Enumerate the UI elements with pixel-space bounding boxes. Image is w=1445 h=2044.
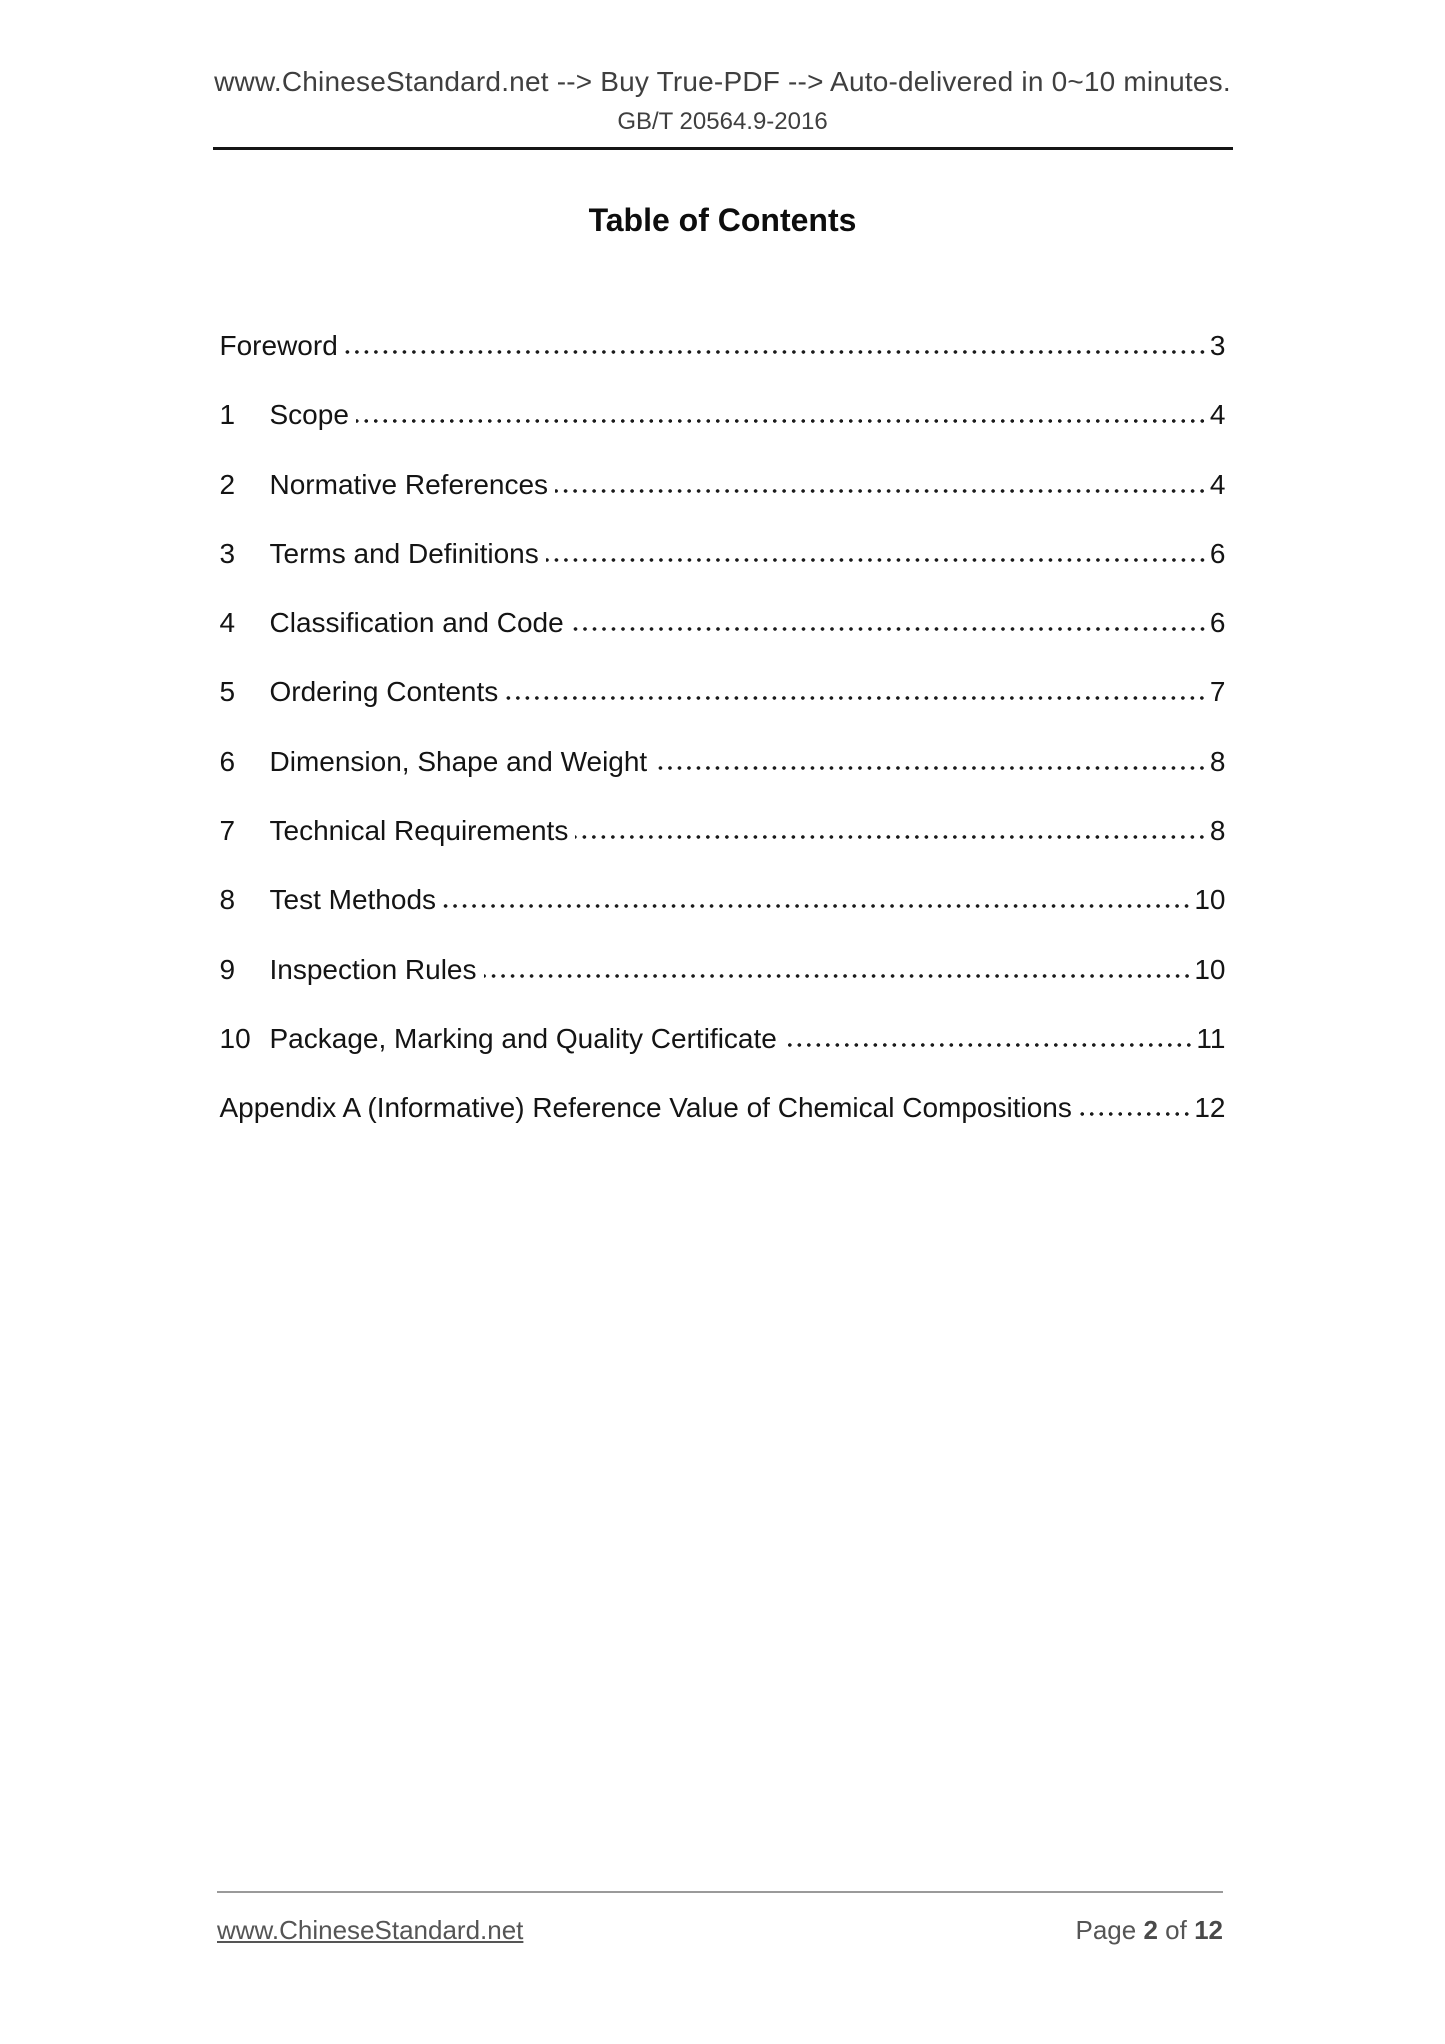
toc-entry-number: 3 [219,537,236,569]
toc-entry-label: Test Methods [269,884,437,916]
toc-entry [220,657,1226,726]
toc-entry-page: 11 [1196,1022,1226,1054]
toc-entry-label: Appendix A (Informative) Reference Value of Chemical Compositions [219,1092,1072,1124]
page-footer [217,1891,1223,1946]
toc-entry [220,727,1226,796]
header-marketing-text: www.ChineseStandard.net --> Buy True-PDF --> Auto-delivered in 0~10 minutes. [214,66,1231,97]
toc-entry-number: 10 [219,1022,251,1054]
toc-dot-leader [345,349,1207,355]
page-title: Table of Contents [588,202,857,238]
standard-number: GB/T 20564.9-2016 [617,108,828,135]
toc-entry-page: 10 [1194,953,1226,985]
toc-dot-leader [654,765,1207,771]
toc-entry [220,450,1226,519]
toc-entry [220,935,1226,1004]
toc-entry-page: 3 [1209,330,1226,361]
page-indicator [1075,1915,1223,1946]
toc-entry-number: 9 [219,953,236,985]
toc-entry-number: 7 [219,815,236,847]
toc-dot-leader [443,903,1191,909]
toc-entry-number: 1 [219,399,236,431]
toc-entry [220,865,1226,934]
toc-dot-leader [484,973,1192,979]
toc-dot-leader [784,1042,1194,1048]
toc-entry [220,311,1226,380]
page-header [0,0,1445,150]
page-indicator-of: of [1165,1915,1187,1945]
toc-entry-number: 8 [219,884,236,916]
toc-entry-page: 6 [1209,537,1226,569]
page-indicator-total: 12 [1194,1915,1223,1945]
toc-dot-leader [1079,1111,1191,1117]
toc-entry-number: 2 [219,468,236,500]
toc-entry-page: 10 [1194,884,1226,916]
toc-dot-leader [546,557,1207,563]
toc-dot-leader [575,834,1207,840]
toc-entry [220,796,1226,865]
toc-entry [220,519,1226,588]
page-indicator-prefix: Page [1075,1915,1137,1945]
toc-dot-leader [555,488,1207,494]
toc-entry-number: 5 [219,676,236,708]
table-of-contents [220,311,1226,1143]
header-rule [213,147,1233,150]
toc-entry [220,1004,1226,1073]
page-indicator-current: 2 [1143,1915,1158,1945]
toc-entry-number: 4 [219,607,236,639]
toc-dot-leader [505,695,1207,701]
toc-entry-page: 8 [1209,745,1226,777]
toc-entry-page: 8 [1209,815,1226,847]
footer-site-link[interactable]: www.ChineseStandard.net [217,1915,524,1945]
toc-entry-label: Classification and Code [269,607,564,639]
toc-entry-number: 6 [219,745,236,777]
toc-dot-leader [571,626,1207,632]
footer-rule [217,1891,1223,1893]
toc-entry-page: 12 [1194,1092,1226,1124]
toc-entry [220,380,1226,449]
toc-entry-page: 6 [1209,607,1226,639]
toc-entry-label: Foreword [219,330,338,361]
toc-entry-label: Normative References [269,468,549,500]
toc-entry-label: Scope [269,399,349,431]
toc-entry-label: Package, Marking and Quality Certificate [269,1022,777,1054]
toc-entry-page: 4 [1209,468,1226,500]
toc-entry-label: Dimension, Shape and Weight [269,745,648,777]
toc-entry-label: Ordering Contents [269,676,499,708]
toc-entry-label: Technical Requirements [269,815,569,847]
toc-entry-label: Terms and Definitions [269,537,539,569]
toc-entry-page: 4 [1209,399,1226,431]
toc-entry [220,588,1226,657]
toc-entry-label: Inspection Rules [269,953,477,985]
footer-row [217,1915,1223,1946]
toc-dot-leader [356,418,1207,424]
toc-entry-page: 7 [1209,676,1226,708]
toc-entry [220,1073,1226,1142]
